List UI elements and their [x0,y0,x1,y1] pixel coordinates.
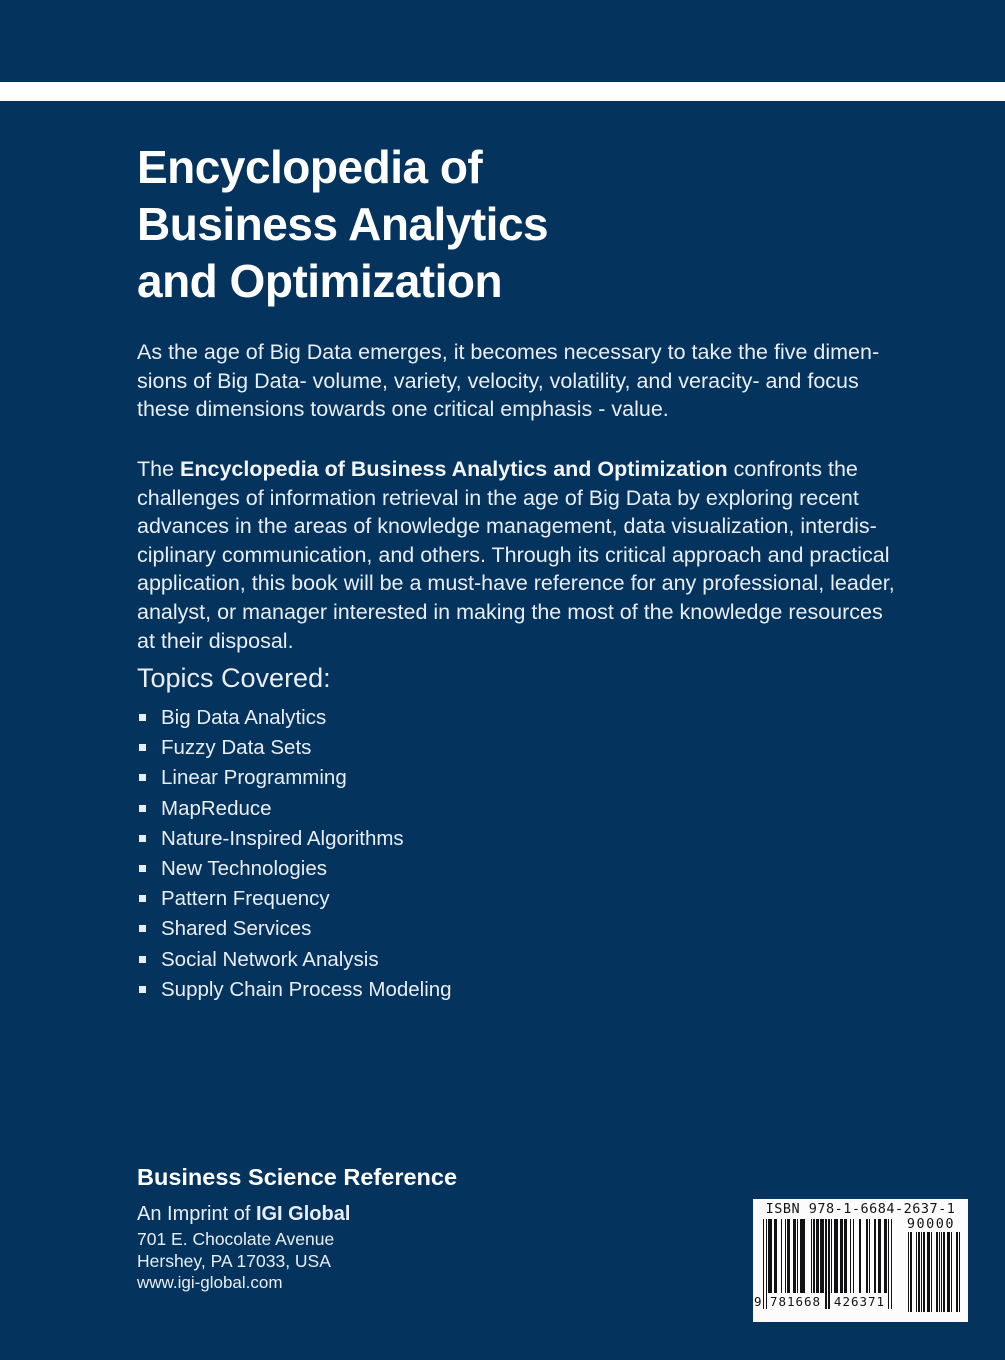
imprint-prefix: An Imprint of [137,1203,256,1225]
list-item [139,797,452,827]
intro-line: sions of Big Data- volume, variety, velocity, volatility, and veracity- and focus [137,368,859,393]
description-line: at their disposal. [137,628,294,653]
description-prefix: The [137,457,181,481]
topic-label: MapReduce [161,796,272,820]
square-bullet-icon [139,865,146,872]
square-bullet-icon [139,925,146,932]
ean5-supplement-barcode [908,1232,960,1312]
square-bullet-icon [139,774,146,781]
description-line: application, this book will be a must-have reference for any professional, leader, [137,571,895,596]
topic-label: Big Data Analytics [161,706,327,729]
description-line: analyst, or manager interested in making the most of the knowledge resources [137,599,883,624]
square-bullet-icon [139,895,146,902]
imprint-brand: IGI Global [255,1203,351,1225]
topic-label: Linear Programming [161,766,347,790]
description-paragraph [137,455,897,655]
description-line [137,455,897,484]
topics-heading: Topics Covered: [137,663,331,693]
list-item [139,827,452,857]
description-suffix: confronts the [727,457,858,481]
square-bullet-icon [139,956,146,963]
square-bullet-icon [139,835,146,842]
intro-paragraph [137,338,897,424]
list-item [139,766,452,796]
list-item [139,706,452,736]
isbn-number-label: ISBN 978-1-6684-2637-1 [765,1201,956,1217]
list-item [139,857,452,887]
ean13-digit-group: 781668 [769,1294,822,1309]
intro-line: these dimensions towards one critical emphasis - value. [137,397,669,422]
barcode-price-supplement: 90000 [906,1216,956,1232]
ean13-digit-group: 9 [754,1294,763,1309]
list-item [139,917,452,947]
square-bullet-icon [139,744,146,751]
book-title-line: and Optimization [137,255,503,307]
topics-list [139,706,452,1008]
book-title [137,139,548,310]
isbn-barcode-block [753,1199,968,1322]
topic-label: New Technologies [161,856,328,880]
square-bullet-icon [139,805,146,812]
list-item [139,948,452,978]
topic-label: Supply Chain Process Modeling [161,977,452,1001]
topic-label: Shared Services [161,917,312,941]
publisher-address-line2: Hershey, PA 17033, USA [137,1251,331,1271]
list-item [139,736,452,766]
list-item [139,978,452,1008]
description-line: advances in the areas of knowledge management, data visualization, interdis- [137,514,877,539]
publisher-address-line1: 701 E. Chocolate Avenue [137,1229,335,1249]
description-line: challenges of information retrieval in the age of Big Data by exploring recent [137,485,859,510]
list-item [139,887,452,917]
book-title-line: Business Analytics [137,198,549,250]
publisher-website: www.igi-global.com [137,1273,283,1292]
top-white-stripe [0,82,1005,101]
square-bullet-icon [139,714,146,721]
topic-label: Fuzzy Data Sets [161,736,312,760]
imprint-line [137,1203,350,1226]
book-title-line: Encyclopedia of [137,141,483,193]
square-bullet-icon [139,986,146,993]
topic-label: Nature-Inspired Algorithms [161,826,404,850]
publisher-name: Business Science Reference [137,1164,458,1190]
intro-line: As the age of Big Data emerges, it becomes necessary to take the five dimen- [137,340,880,364]
description-line: ciplinary communication, and others. Through its critical approach and practical [137,542,890,567]
ean13-digit-group: 426371 [833,1294,886,1309]
topic-label: Social Network Analysis [161,947,379,971]
topic-label: Pattern Frequency [161,887,330,911]
description-bold-title: Encyclopedia of Business Analytics and Optimization [180,457,728,481]
